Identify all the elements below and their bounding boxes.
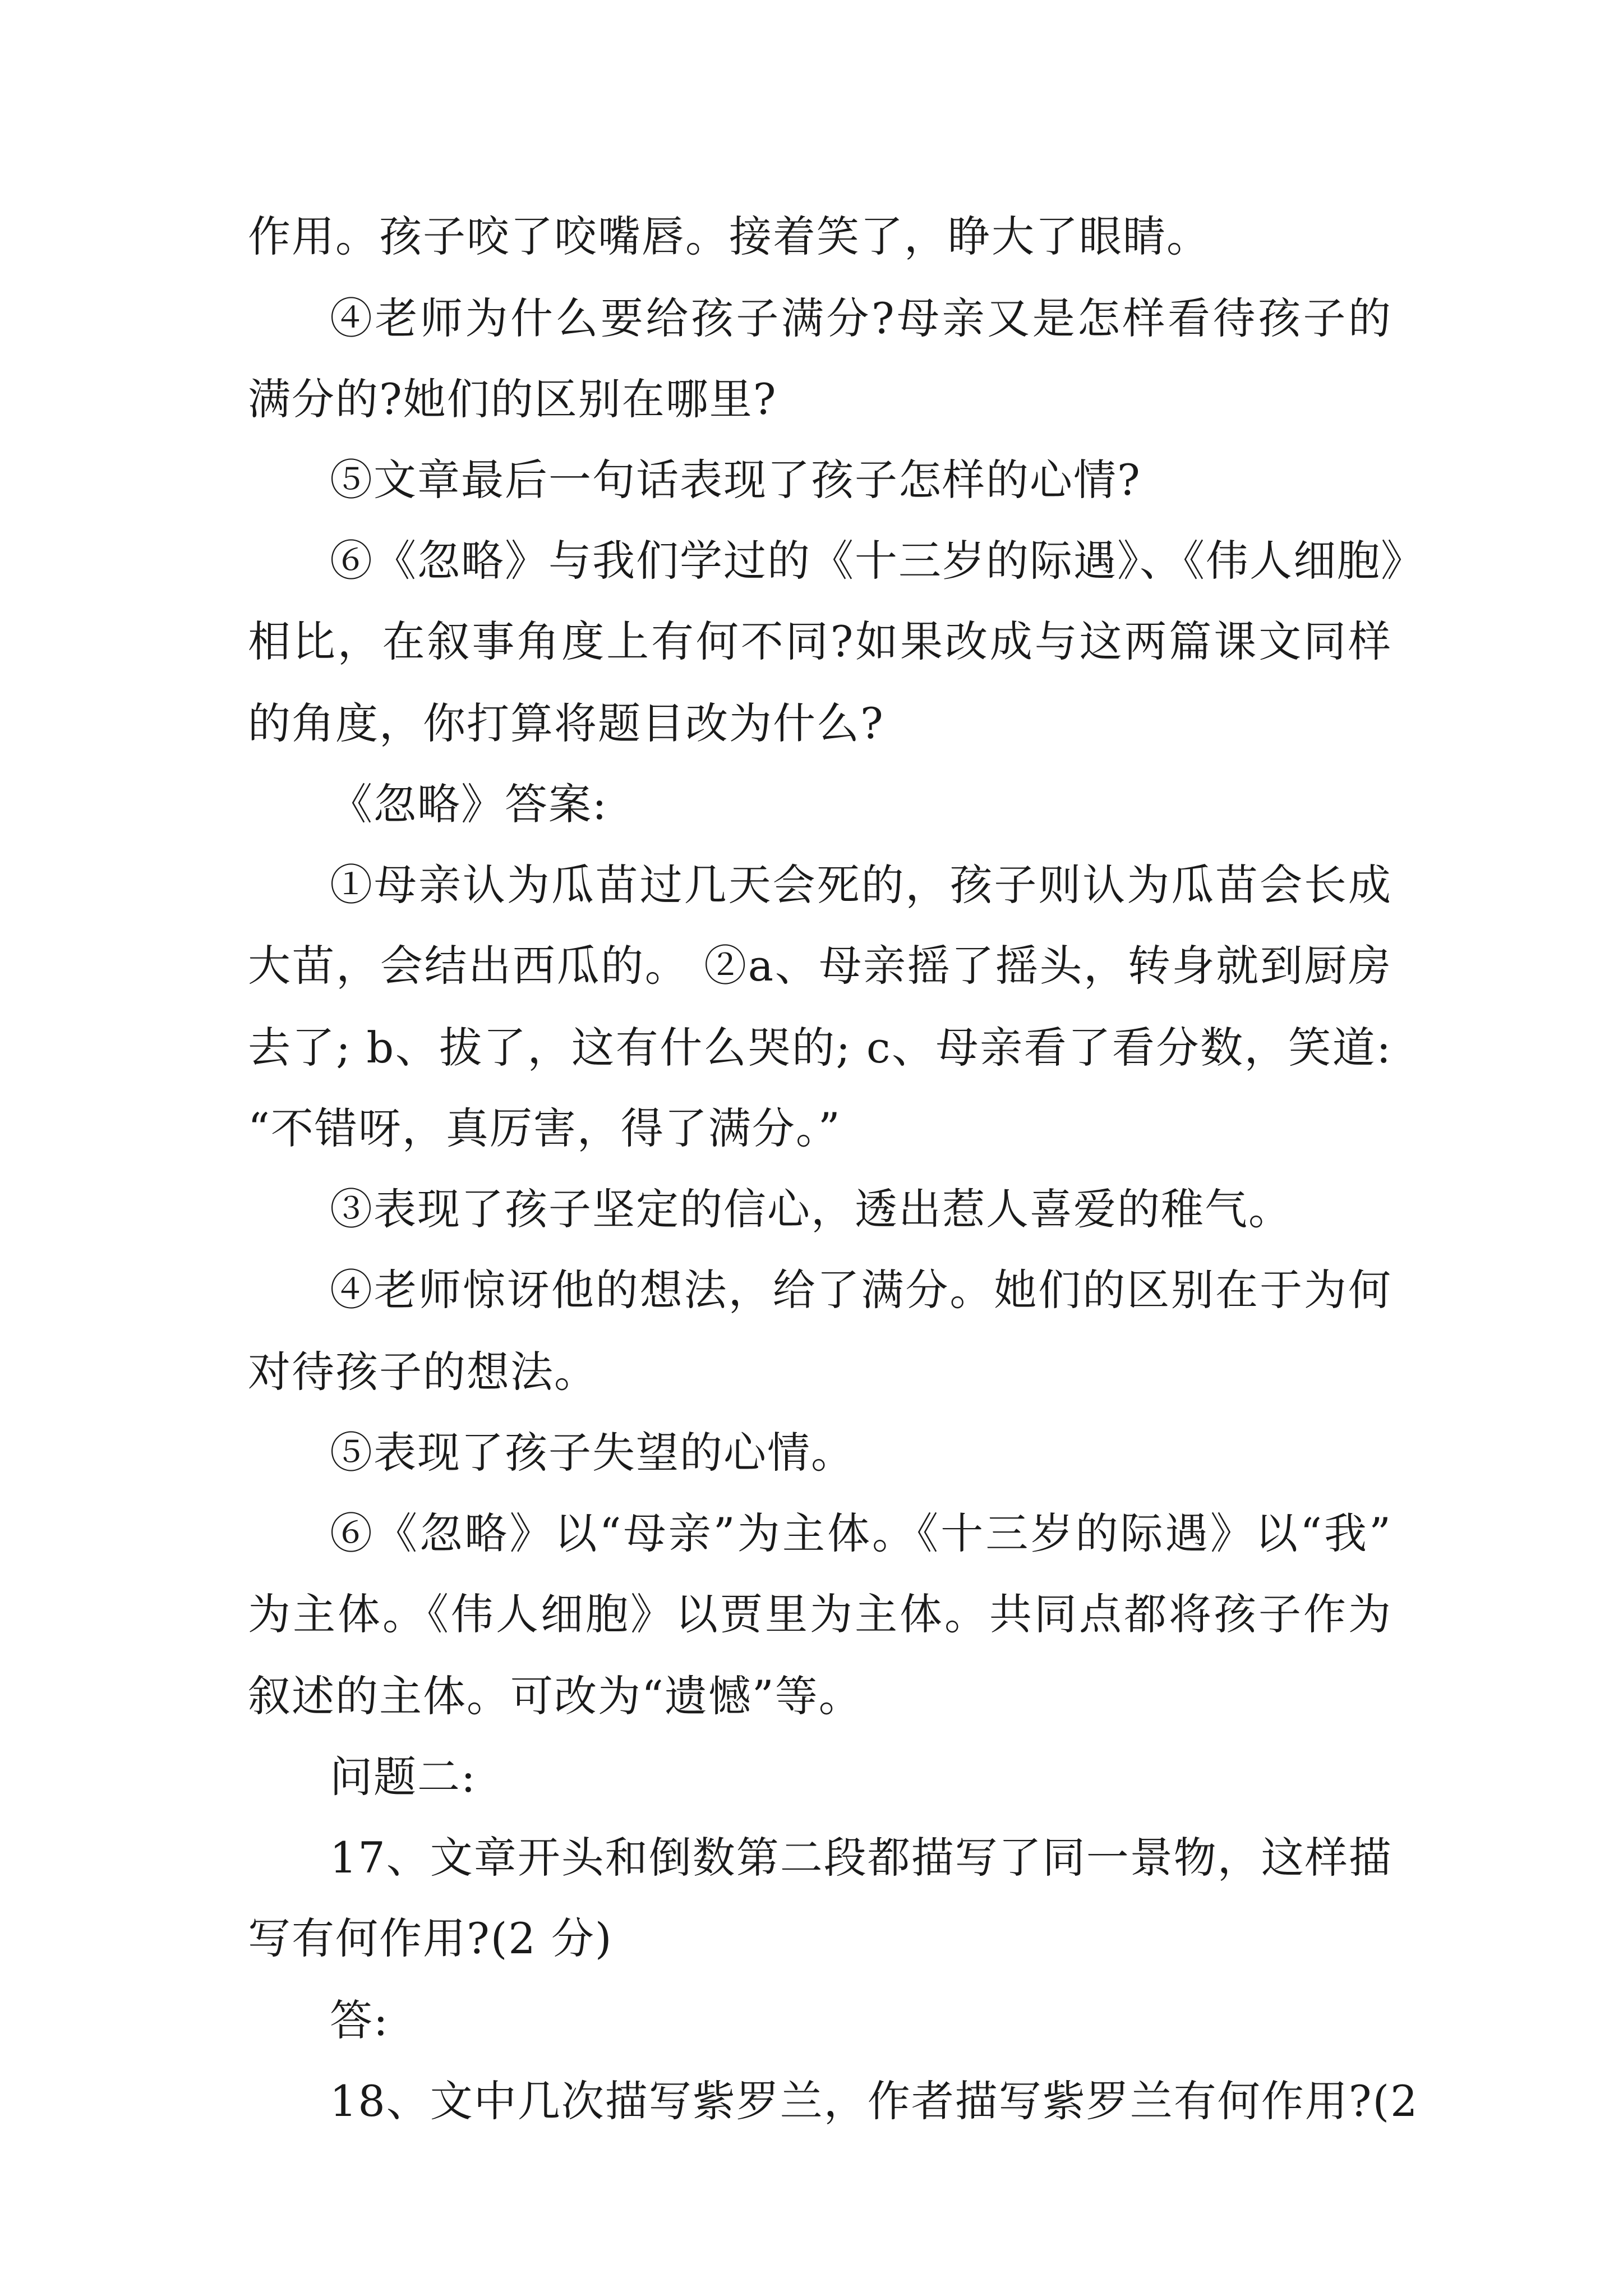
text-line: “不错呀，真厉害，得了满分。” [248,1103,841,1153]
question-line: 写有何作用?(2 分) [248,1913,613,1963]
text-line: ①母亲认为瓜苗过几天会死的，孩子则认为瓜苗会长成 [330,860,1392,910]
answer-heading: 《忽略》答案: [330,779,608,829]
text-line: ③表现了孩子坚定的信心，透出惹人喜爱的稚气。 [330,1184,1292,1234]
text-line: 满分的?她们的区别在哪里? [248,374,777,424]
text-line: ⑥《忽略》以“母亲”为主体。《十三岁的际遇》以“我” [330,1508,1392,1558]
text-line: ④老师惊讶他的想法，给了满分。她们的区别在于为何 [330,1265,1392,1315]
text-line: 去了; b、拔了，这有什么哭的; c、母亲看了看分数，笑道: [248,1023,1392,1073]
answer-label: 答: [330,1995,389,2045]
text-line: 相比，在叙事角度上有何不同?如果改成与这两篇课文同样 [248,616,1392,666]
section-heading: 问题二: [330,1752,477,1802]
text-line: ⑤表现了孩子失望的心情。 [330,1428,855,1478]
text-line: 的角度，你打算将题目改为什么? [248,698,884,748]
text-line: ④老师为什么要给孩子满分?母亲又是怎样看待孩子的 [330,293,1392,343]
text-line: 大苗，会结出西瓜的。 ②a、母亲摇了摇头，转身就到厨房 [248,941,1392,991]
question-line: 17、文章开头和倒数第二段都描写了同一景物，这样描 [330,1833,1393,1883]
text-line: 对待孩子的想法。 [248,1347,598,1397]
text-line: ⑥《忽略》与我们学过的《十三岁的际遇》、《伟人细胞》 [330,536,1424,586]
text-line: 为主体。《伟人细胞》以贾里为主体。共同点都将孩子作为 [248,1589,1392,1639]
question-line: 18、文中几次描写紫罗兰，作者描写紫罗兰有何作用?(2 [330,2076,1419,2126]
text-line: 作用。孩子咬了咬嘴唇。接着笑了，睁大了眼睛。 [248,211,1210,261]
text-line: ⑤文章最后一句话表现了孩子怎样的心情? [330,455,1141,505]
text-line: 叙述的主体。可改为“遗憾”等。 [248,1671,863,1721]
